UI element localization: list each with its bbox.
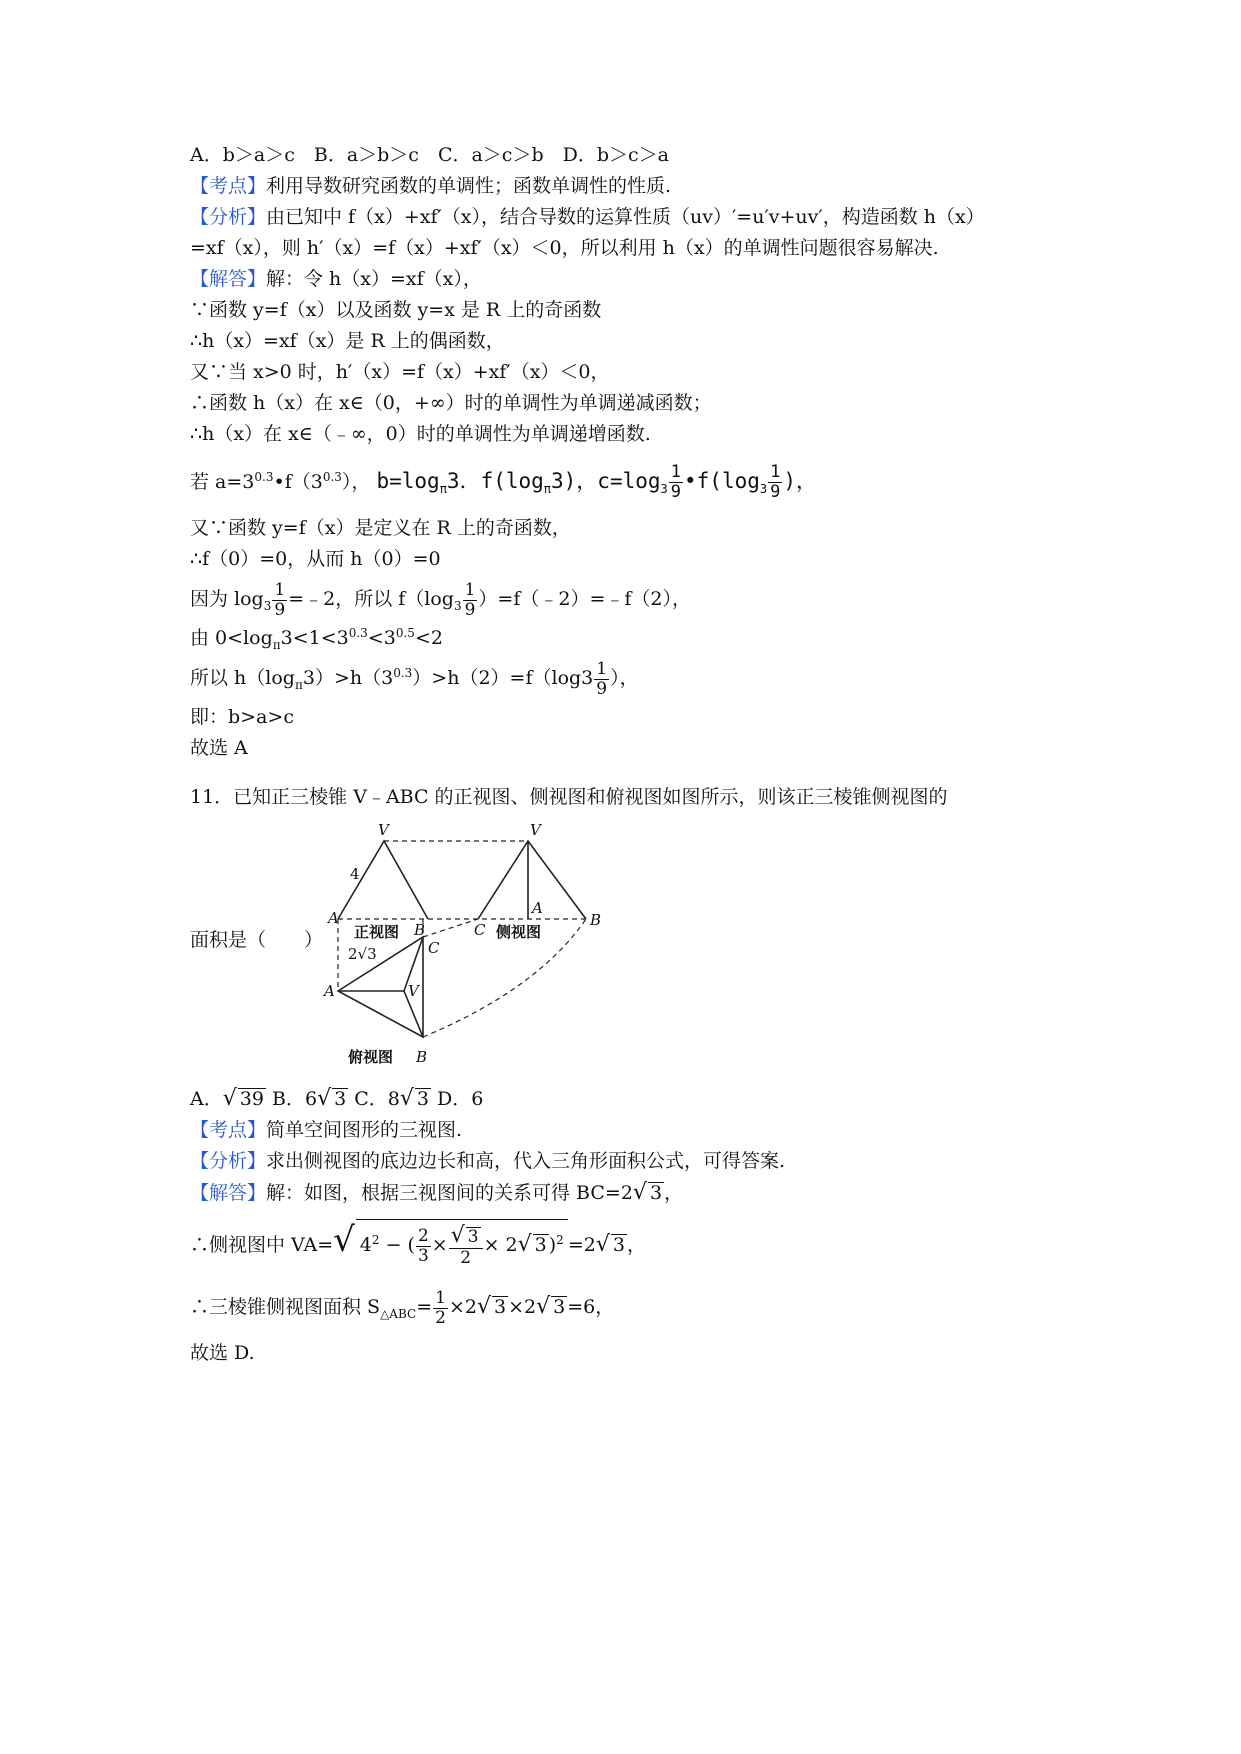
area-formula: ∴三棱锥侧视图面积 $S_{\triangle ABC}=$ $\frac{1}{2}$ ×2√ 3 ×2√ 3 =6， bbox=[190, 1287, 615, 1328]
label-2root3: 2√3 bbox=[348, 945, 377, 963]
kaodian-tag: 【考点】 bbox=[190, 175, 267, 197]
step-13: 故选 A bbox=[190, 737, 248, 759]
label-B-top: B bbox=[416, 1048, 428, 1066]
fenxi-line bbox=[190, 202, 1090, 233]
step-8: ∴f（0）=0，从而 h（0）=0 bbox=[190, 548, 441, 570]
step-2: ∴h（x）=xf（x）是 R 上的偶函数， bbox=[190, 330, 505, 352]
label-A-side: A bbox=[532, 899, 543, 917]
kaodian-text: 利用导数研究函数的单调性；函数单调性的性质. bbox=[266, 175, 672, 197]
step-5: ∴h（x）在 x∈（﹣∞，0）时的单调性为单调递增函数. bbox=[190, 423, 651, 445]
va-formula: ∴侧视图中 VA=√ $4^2$ − ( $\frac{2}{3}$ × $\frac{√ 3}{2}$ × 2√ 3 )$^2$ =2√ 3 ， bbox=[190, 1220, 646, 1268]
three-view-figure bbox=[324, 819, 628, 1079]
fenxi-tag: 【分析】 bbox=[190, 206, 267, 228]
label-V-side: V bbox=[530, 821, 541, 839]
label-B-front: B bbox=[414, 921, 426, 939]
document-page bbox=[190, 140, 1090, 1369]
step-6-definitions: 若 $a=3^{0.3}•f(3^{0.3})$， $b=\log_\pi 3$．$f(\log_\pi 3)$，$c=\log_3$ $\frac{1}{9}$ $•f(\log_3$ $\frac{1}{9}$ )， bbox=[190, 461, 818, 502]
jieda-line bbox=[190, 264, 1090, 295]
kaodian-line-2: 【考点】简单空间图形的三视图. bbox=[190, 1119, 463, 1141]
b-definition: $b=\log_\pi 3$．$f(\log_\pi 3)$，$c=\log_3$ $\frac{1}{9}$ $•f(\log_3$ $\frac{1}{9}$ )， bbox=[376, 461, 818, 502]
label-A-top: A bbox=[324, 982, 335, 1000]
final-answer-q11: 故选 D. bbox=[190, 1342, 255, 1364]
jieda-line-2: 【解答】解：如图，根据三视图间的关系可得 BC=2√ 3 ， bbox=[190, 1180, 684, 1205]
jieda-text: 解：令 h（x）=xf（x）， bbox=[266, 268, 482, 290]
label-4: 4 bbox=[350, 865, 360, 883]
answer-options-q10: A．b＞a＞c B．a＞b＞c C．a＞c＞b D．b＞c＞a bbox=[190, 144, 669, 166]
step-10: 由 $0<\log_\pi 3<1<3^{0.3}<3^{0.5}<2$ bbox=[190, 626, 443, 652]
step-12: 即：b>a>c bbox=[190, 706, 294, 728]
side-view-title: 侧视图 bbox=[496, 923, 542, 941]
top-view-title: 俯视图 bbox=[348, 1048, 394, 1066]
label-B-side: B bbox=[590, 911, 602, 929]
question-11-tail: 面积是（ ） bbox=[190, 929, 324, 951]
label-A-front: A bbox=[328, 909, 339, 927]
jieda-tag: 【解答】 bbox=[190, 268, 267, 290]
step-4: ∴函数 h（x）在 x∈（0，+∞）时的单调性为单调递减函数； bbox=[190, 392, 712, 414]
front-view-title: 正视图 bbox=[354, 923, 400, 941]
step-11: 所以 $h(\log_\pi 3)>h(3^{0.3})>h(2)=f(\log 3$ $\frac{1}{9}$ ）， bbox=[190, 658, 639, 699]
step-7: 又∵函数 y=f（x）是定义在 R 上的奇函数， bbox=[190, 517, 571, 539]
label-C-top: C bbox=[428, 939, 440, 957]
fenxi-line-2: 【分析】求出侧视图的底边边长和高，代入三角形面积公式，可得答案. bbox=[190, 1150, 786, 1172]
label-V-front: V bbox=[378, 821, 389, 839]
question-11: 11．已知正三棱锥 V﹣ABC 的正视图、侧视图和俯视图如图所示，则该正三棱锥侧视图的 bbox=[190, 786, 948, 808]
label-C-side: C bbox=[474, 921, 486, 939]
figure-row bbox=[190, 813, 1090, 1083]
step-9: 因为 $\log_3$ $\frac{1}{9}$ =﹣2，所以 $f(\log_3$ $\frac{1}{9}$ ）=f（﹣2）=﹣f（2）， bbox=[190, 579, 692, 620]
fenxi-text-2: =xf（x），则 h′（x）=f（x）+xf′（x）＜0，所以利用 h（x）的单调性问题很容易解决. bbox=[190, 237, 939, 259]
fenxi-text-1: 由已知中 f（x）+xf′（x），结合导数的运算性质（uv）′=u′v+uv′，构造函数 h（x） bbox=[266, 206, 985, 228]
label-V-top: V bbox=[408, 982, 419, 1000]
kaodian-line bbox=[190, 171, 1090, 202]
step-1: ∵函数 y=f（x）以及函数 y=x 是 R 上的奇函数 bbox=[190, 299, 602, 321]
answer-options-q11: A．√ 39 B．6√ 3 C．8√ 3 D．6 bbox=[190, 1086, 484, 1111]
step-3: 又∵当 x>0 时，h′（x）=f（x）+xf′（x）＜0， bbox=[190, 361, 610, 383]
